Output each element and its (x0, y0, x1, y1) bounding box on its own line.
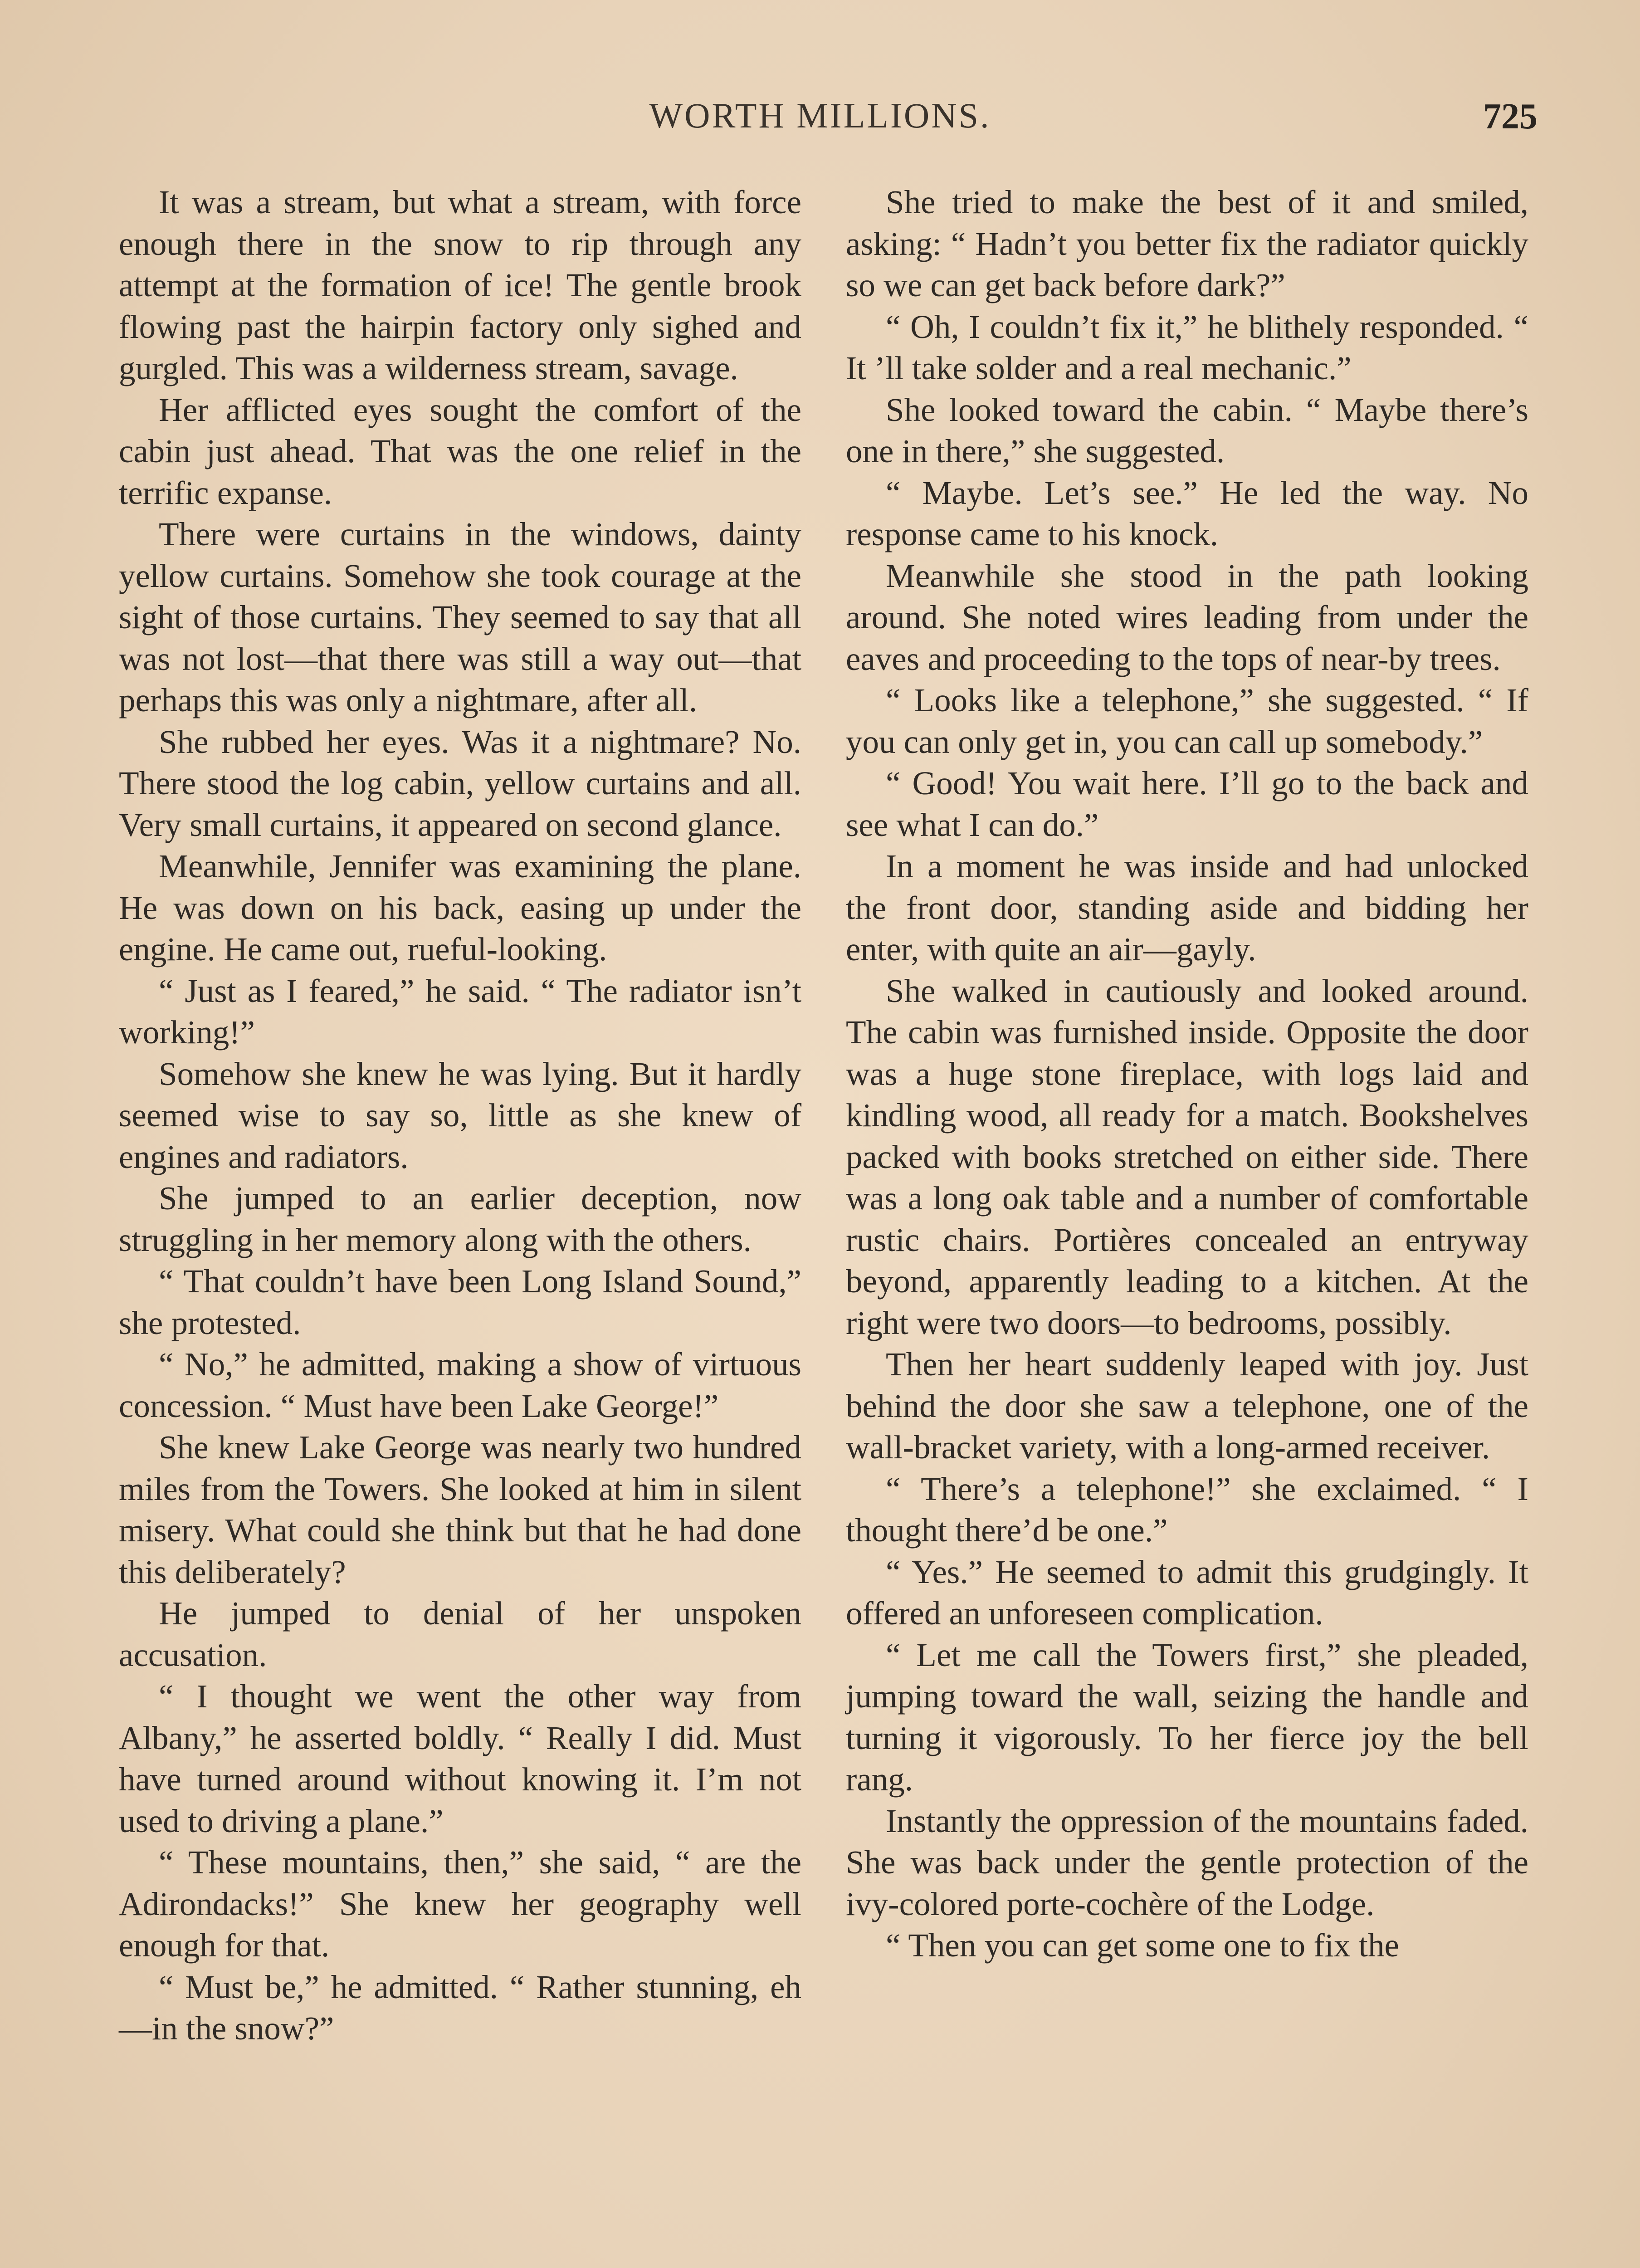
paragraph: “ Oh, I couldn’t fix it,” he blithely responded. “ It ’ll take solder and a real mechanic.” (846, 308, 1528, 386)
paragraph: It was a stream, but what a stream, with force enough there in the snow to rip through any attempt at the formation of ice! The gentle brook flowing past the hairpin factory only sighed and gurgled. This was a wilderness stream, savage. (119, 184, 801, 386)
paragraph: “ Good! You wait here. I’ll go to the back and see what I can do.” (846, 765, 1528, 843)
paragraph: “ Looks like a telephone,” she suggested. “ If you can only get in, you can call up somebody.” (846, 682, 1528, 760)
paragraph: Then her heart suddenly leaped with joy. Just behind the door she saw a telephone, one of the wall-bracket variety, with a long-armed receiver. (846, 1346, 1528, 1466)
paragraph: “ Must be,” he admitted. “ Rather stunning, eh—in the snow?” (119, 1968, 801, 2047)
right-column (846, 181, 1528, 1966)
paragraph: She walked in cautiously and looked around. The cabin was furnished inside. Opposite the door was a huge stone fireplace, with logs laid and kindling wood, all ready for a match. Bookshelves packed with books stretched on either side. There was a long oak table and a number of comfortable rustic chairs. Portières concealed an entryway beyond, apparently leading to a kitchen. At the right were two doors—to bedrooms, possibly. (846, 972, 1528, 1341)
paragraph: There were curtains in the windows, dainty yellow curtains. Somehow she took courage at the sight of those curtains. They seemed to say that all was not lost—that there was still a way out—that perhaps this was only a nightmare, after all. (119, 516, 801, 719)
paragraph: “ No,” he admitted, making a show of virtuous concession. “ Must have been Lake George!” (119, 1346, 801, 1424)
paragraph: She jumped to an earlier deception, now struggling in her memory along with the others. (119, 1180, 801, 1258)
paragraph: She rubbed her eyes. Was it a nightmare? No. There stood the log cabin, yellow curtains and all. Very small curtains, it appeared on second glance. (119, 723, 801, 843)
paragraph: She knew Lake George was nearly two hundred miles from the Towers. She looked at him in silent misery. What could she think but that he had done this deliberately? (119, 1429, 801, 1590)
running-header: WORTH MILLIONS. (649, 96, 991, 135)
paragraph: “ Yes.” He seemed to admit this grudgingly. It offered an unforeseen complication. (846, 1553, 1528, 1632)
paragraph: “ There’s a telephone!” she exclaimed. “ I thought there’d be one.” (846, 1470, 1528, 1549)
left-column (119, 181, 801, 2049)
paragraph: Meanwhile she stood in the path looking around. She noted wires leading from under the eaves and proceeding to the tops of near-by trees. (846, 557, 1528, 677)
paragraph: “ Then you can get some one to fix the (886, 1927, 1399, 1964)
paragraph: “ Maybe. Let’s see.” He led the way. No response came to his knock. (846, 474, 1528, 552)
paragraph: “ Let me call the Towers first,” she pleaded, jumping toward the wall, seizing the handle and turning it vigorously. To her fierce joy the bell rang. (846, 1636, 1528, 1798)
paragraph: “ These mountains, then,” she said, “ are the Adirondacks!” She knew her geography well enough for that. (119, 1844, 801, 1964)
paragraph: Her afflicted eyes sought the comfort of the cabin just ahead. That was the one relief in the terrific expanse. (119, 391, 801, 511)
paragraph: She tried to make the best of it and smiled, asking: “ Hadn’t you better fix the radiator quickly so we can get back before dark?” (846, 184, 1528, 303)
paragraph: Meanwhile, Jennifer was examining the plane. He was down on his back, easing up under the engine. He came out, rueful-looking. (119, 848, 801, 968)
paragraph: “ That couldn’t have been Long Island Sound,” she protested. (119, 1263, 801, 1341)
paragraph: “ Just as I feared,” he said. “ The radiator isn’t working!” (119, 972, 801, 1051)
paragraph: She looked toward the cabin. “ Maybe there’s one in there,” she suggested. (846, 391, 1528, 469)
paragraph: Somehow she knew he was lying. But it hardly seemed wise to say so, little as she knew of engines and radiators. (119, 1055, 801, 1175)
paragraph: “ I thought we went the other way from Albany,” he asserted boldly. “ Really I did. Must have turned around without knowing it. I’m not used to driving a plane.” (119, 1678, 801, 1839)
paragraph: In a moment he was inside and had unlocked the front door, standing aside and bidding her enter, with quite an air—gayly. (846, 848, 1528, 968)
paragraph: He jumped to denial of her unspoken accusation. (119, 1595, 801, 1673)
page-number: 725 (1483, 97, 1538, 137)
paragraph: Instantly the oppression of the mountains faded. She was back under the gentle protection of the ivy-colored porte-cochère of the Lodge. (846, 1802, 1528, 1922)
